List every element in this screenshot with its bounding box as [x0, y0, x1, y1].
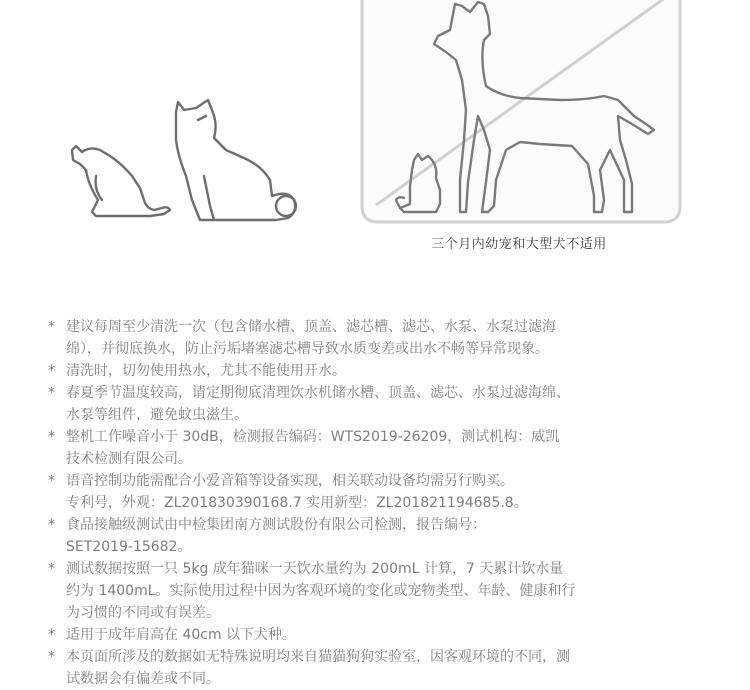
note-item: * 整机工作噪音小于 30dB，检测报告编码：WTS2019-26209，测试机构：威凯 技术检测有限公司。 [48, 429, 560, 467]
note-item: * 测试数据按照一只 5kg 成年猫咪一天饮水量约为 200mL 计算，7 天累计饮水量 约为 1400mL。实际使用过程中因为客观环境的变化或宠物类型、年龄、健康和行 为习惯的不同或有误差。 [48, 561, 576, 621]
sitting-cat-icon [72, 146, 170, 216]
note-item: * 语音控制功能需配合小爱音箱等设备实现，相关联动设备均需另行购买。 专利号，外观：ZL201830390168.7 实用新型：ZL201821194685.8。 [48, 473, 528, 511]
note-item: * 本页面所涉及的数据如无特殊说明均来自猫猫狗狗实验室，因客观环境的不同，测 试数据会有偏差或不同。 [48, 649, 570, 687]
warning-panel [362, 0, 680, 222]
pet-illustration [0, 0, 750, 270]
warning-caption: 三个月内幼宠和大型犬不适用 [431, 237, 607, 252]
note-item: * 适用于成年肩高在 40cm 以下犬种。 [48, 627, 297, 643]
note-item: * 清洗时，切勿使用热水，尤其不能使用开水。 [48, 363, 346, 379]
note-item: * 建议每周至少清洗一次（包含储水槽、顶盖、滤芯槽、滤芯、水泵、水泵过滤海 绵），并彻底换水，防止污垢堵塞滤芯槽导致水质变差或出水不畅等异常现象。 [48, 319, 556, 357]
notes-list [44, 316, 694, 690]
note-item: * 食品接触级测试由中检集团南方测试股份有限公司检测，报告编号： SET2019-15682。 [48, 517, 486, 555]
note-item: * 春夏季节温度较高，请定期彻底清理饮水机储水槽、顶盖、滤芯、水泵过滤海绵、 水泵等组件，避免蚊虫滋生。 [48, 385, 570, 423]
